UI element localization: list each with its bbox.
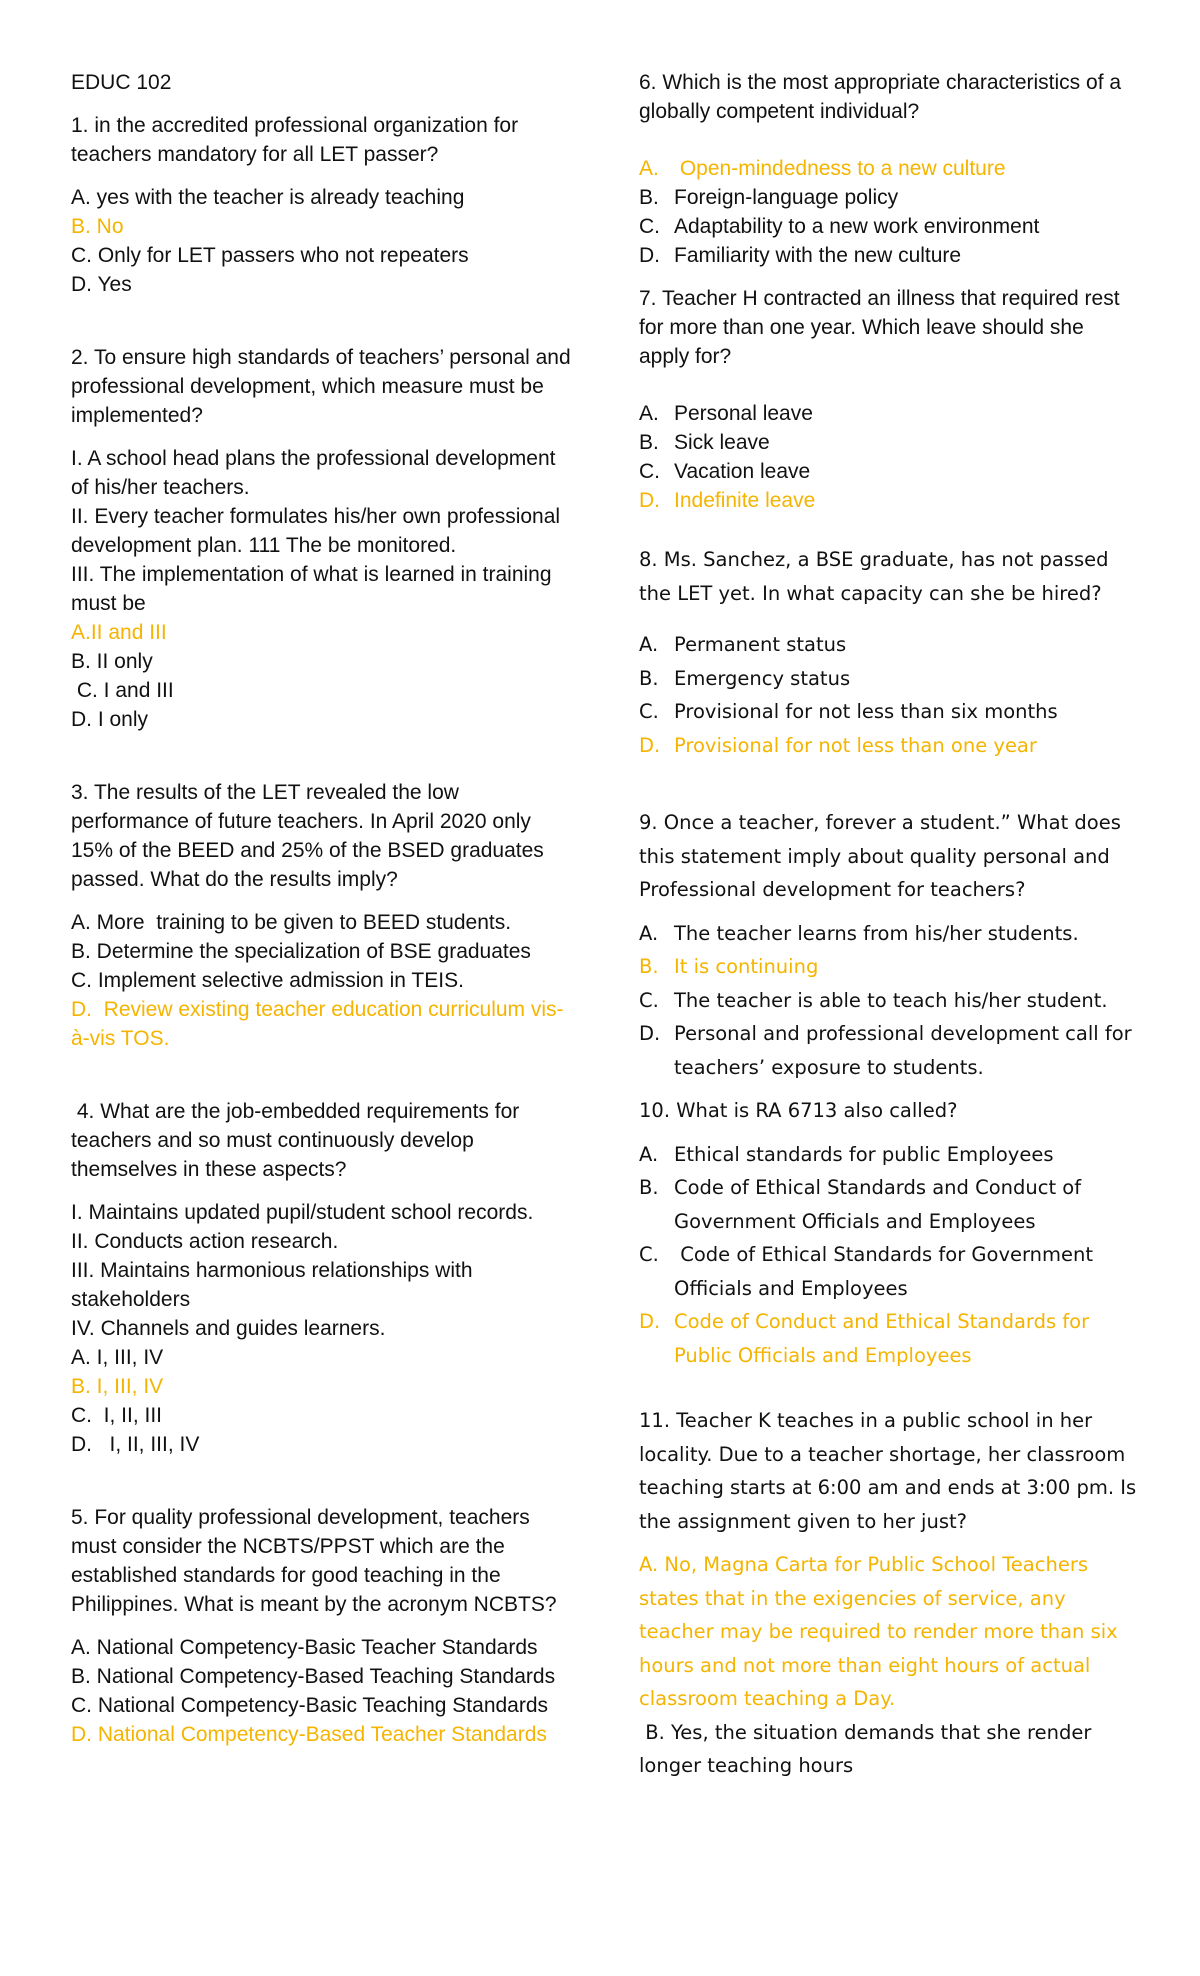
- q2-option-d: D. I only: [71, 708, 149, 731]
- question-3: 3. The results of the LET revealed the low performance of future teachers. In April 2020 only 15% of the BEED and 25% of the BSED graduates passed. What do the results imply?: [71, 781, 544, 891]
- q6-letter-d: D.: [639, 244, 660, 267]
- q4-item-2: II. Conducts action research.: [71, 1230, 339, 1253]
- q7-option-c: [639, 457, 1139, 486]
- q9-option-c: [639, 984, 1139, 1018]
- question-7: 7. Teacher H contracted an illness that required rest for more than one year. Which leave should she apply for?: [639, 287, 1120, 368]
- question-2: 2. To ensure high standards of teachers’ personal and professional development, which measure must be implemented?: [71, 346, 571, 427]
- q10-option-d-text: Code of Conduct and Ethical Standards for Public Officials and Employees: [674, 1310, 1090, 1367]
- right-column: [639, 68, 1139, 1783]
- q7-option-d-text: Indefinite leave: [674, 489, 816, 512]
- q8-options: [639, 628, 1139, 762]
- q6-option-c-text: Adaptability to a new work environment: [674, 215, 1040, 238]
- q9-letter-a: A.: [639, 921, 659, 945]
- q7-option-d-answer: [639, 486, 1139, 515]
- q10-letter-a: A.: [639, 1142, 659, 1166]
- q6-options: [639, 154, 1139, 270]
- q6-option-a-answer: [639, 154, 1139, 183]
- q8-letter-a: A.: [639, 633, 659, 656]
- q5-option-a: A. National Competency-Basic Teacher Standards: [71, 1636, 538, 1659]
- q10-letter-d: D.: [639, 1310, 661, 1333]
- q7-options: [639, 399, 1139, 515]
- q8-letter-b: B.: [639, 666, 659, 690]
- q11-option-a-answer: A. No, Magna Carta for Public School Teachers states that in the exigencies of service, any teacher may be required to render more than six hours and not more than eight hours of actual classroom teaching a Day.: [639, 1553, 1118, 1710]
- q7-letter-c: C.: [639, 460, 660, 483]
- q4-item-3: III. Maintains harmonious relationships with stakeholders: [71, 1259, 473, 1311]
- q2-option-b: B. II only: [71, 650, 153, 673]
- q8-option-b-text: Emergency status: [674, 666, 851, 690]
- q7-option-a-text: Personal leave: [674, 402, 813, 425]
- q8-option-d-answer: [639, 729, 1139, 763]
- q3-option-d-answer: D. Review existing teacher education curriculum vis-à-vis TOS.: [71, 998, 564, 1050]
- q4-item-1: I. Maintains updated pupil/student school records.: [71, 1201, 534, 1224]
- q9-option-b-text: It is continuing: [674, 955, 819, 978]
- q4-item-4: IV. Channels and guides learners.: [71, 1317, 386, 1340]
- q10-option-b-text: Code of Ethical Standards and Conduct of Government Officials and Employees: [674, 1176, 1082, 1233]
- q3-option-b: B. Determine the specialization of BSE graduates: [71, 940, 531, 963]
- q2-item-1: I. A school head plans the professional development of his/her teachers.: [71, 447, 556, 499]
- q7-letter-b: B.: [639, 431, 659, 454]
- left-column: [71, 68, 571, 1749]
- q9-option-d: [639, 1017, 1139, 1084]
- question-6: 6. Which is the most appropriate characteristics of a globally competent individual?: [639, 71, 1122, 123]
- q9-option-d-text: Personal and professional development call for teachers’ exposure to students.: [674, 1022, 1132, 1079]
- q2-option-c: C. I and III: [71, 679, 174, 702]
- q9-options: [639, 917, 1139, 1085]
- q6-letter-b: B.: [639, 186, 659, 209]
- q7-letter-a: A.: [639, 402, 659, 425]
- q8-option-a: [639, 628, 1139, 662]
- q5-option-b: B. National Competency-Based Teaching Standards: [71, 1665, 556, 1688]
- q6-option-d-text: Familiarity with the new culture: [674, 244, 962, 267]
- q1-option-c: C. Only for LET passers who not repeaters: [71, 244, 469, 267]
- q6-option-d: [639, 241, 1139, 270]
- q4-option-a: A. I, III, IV: [71, 1346, 164, 1369]
- q5-option-c: C. National Competency-Basic Teaching Standards: [71, 1694, 549, 1717]
- q8-letter-d: D.: [639, 733, 661, 757]
- q9-letter-c: C.: [639, 988, 659, 1012]
- q10-option-c: [639, 1238, 1139, 1305]
- q2-option-a-answer: A.II and III: [71, 621, 167, 644]
- q6-option-b: [639, 183, 1139, 212]
- q1-option-b-answer: B. No: [71, 215, 124, 238]
- q7-option-c-text: Vacation leave: [674, 460, 811, 483]
- question-8: 8. Ms. Sanchez, a BSE graduate, has not passed the LET yet. In what capacity can she be hired?: [639, 548, 1109, 605]
- q7-option-a: [639, 399, 1139, 428]
- q4-option-b-answer: B. I, III, IV: [71, 1375, 164, 1398]
- q10-options: [639, 1138, 1139, 1373]
- question-4: 4. What are the job-embedded requirements for teachers and so must continuously develop themselves in these aspects?: [71, 1100, 526, 1181]
- q10-option-a-text: Ethical standards for public Employees: [674, 1142, 1054, 1166]
- q3-option-a: A. More training to be given to BEED students.: [71, 911, 512, 934]
- q7-option-b-text: Sick leave: [674, 431, 770, 454]
- q3-option-c: C. Implement selective admission in TEIS.: [71, 969, 464, 992]
- q8-option-a-text: Permanent status: [674, 633, 847, 656]
- q7-letter-d: D.: [639, 489, 660, 512]
- q8-letter-c: C.: [639, 700, 659, 723]
- question-11: 11. Teacher K teaches in a public school in her locality. Due to a teacher shortage, her classroom teaching starts at 6:00 am and ends at 3:00 pm. Is the assignment given to her just?: [639, 1409, 1137, 1533]
- q8-option-b: [639, 662, 1139, 696]
- q10-option-b: [639, 1171, 1139, 1238]
- q10-option-c-text: Code of Ethical Standards for Government Officials and Employees: [674, 1243, 1100, 1300]
- q8-option-d-text: Provisional for not less than one year: [674, 733, 1037, 757]
- q1-option-d: D. Yes: [71, 273, 132, 296]
- q11-option-b: B. Yes, the situation demands that she render longer teaching hours: [639, 1720, 1098, 1777]
- q9-letter-d: D.: [639, 1022, 661, 1045]
- question-5: 5. For quality professional development, teachers must consider the NCBTS/PPST which are the established standards for good teaching in the Philippines. What is meant by the acronym NCBTS?: [71, 1506, 557, 1616]
- question-9: 9. Once a teacher, forever a student.” What does this statement imply about quality personal and Professional development for teachers?: [639, 811, 1121, 901]
- q10-letter-b: B.: [639, 1176, 659, 1199]
- right-lower-section: [639, 543, 1139, 1783]
- q2-item-3: III. The implementation of what is learned in training must be: [71, 563, 552, 615]
- document-title: EDUC 102: [71, 71, 172, 94]
- question-10: 10. What is RA 6713 also called?: [639, 1099, 958, 1122]
- q8-option-c: [639, 695, 1139, 729]
- q9-option-a-text: The teacher learns from his/her students.: [674, 921, 1079, 945]
- q6-option-c: [639, 212, 1139, 241]
- q6-letter-c: C.: [639, 215, 660, 238]
- q4-option-c: C. I, II, III: [71, 1404, 163, 1427]
- q9-option-b-answer: [639, 950, 1139, 984]
- q8-option-c-text: Provisional for not less than six months: [674, 700, 1058, 723]
- q6-option-a-text: Open-mindedness to a new culture: [674, 157, 1006, 180]
- q10-option-a: [639, 1138, 1139, 1172]
- q9-option-a: [639, 917, 1139, 951]
- q9-option-c-text: The teacher is able to teach his/her student.: [674, 988, 1108, 1012]
- q6-option-b-text: Foreign-language policy: [674, 186, 899, 209]
- q9-letter-b: B.: [639, 955, 659, 978]
- q10-option-d-answer: [639, 1305, 1139, 1372]
- q10-letter-c: C.: [639, 1243, 659, 1266]
- q7-option-b: [639, 428, 1139, 457]
- question-1: 1. in the accredited professional organization for teachers mandatory for all LET passer?: [71, 114, 519, 166]
- q1-option-a: A. yes with the teacher is already teaching: [71, 186, 465, 209]
- q6-letter-a: A.: [639, 157, 659, 180]
- q4-option-d: D. I, II, III, IV: [71, 1433, 200, 1456]
- q5-option-d-answer: D. National Competency-Based Teacher Standards: [71, 1723, 547, 1746]
- q2-item-2: II. Every teacher formulates his/her own professional development plan. 111 The be monitored.: [71, 505, 561, 557]
